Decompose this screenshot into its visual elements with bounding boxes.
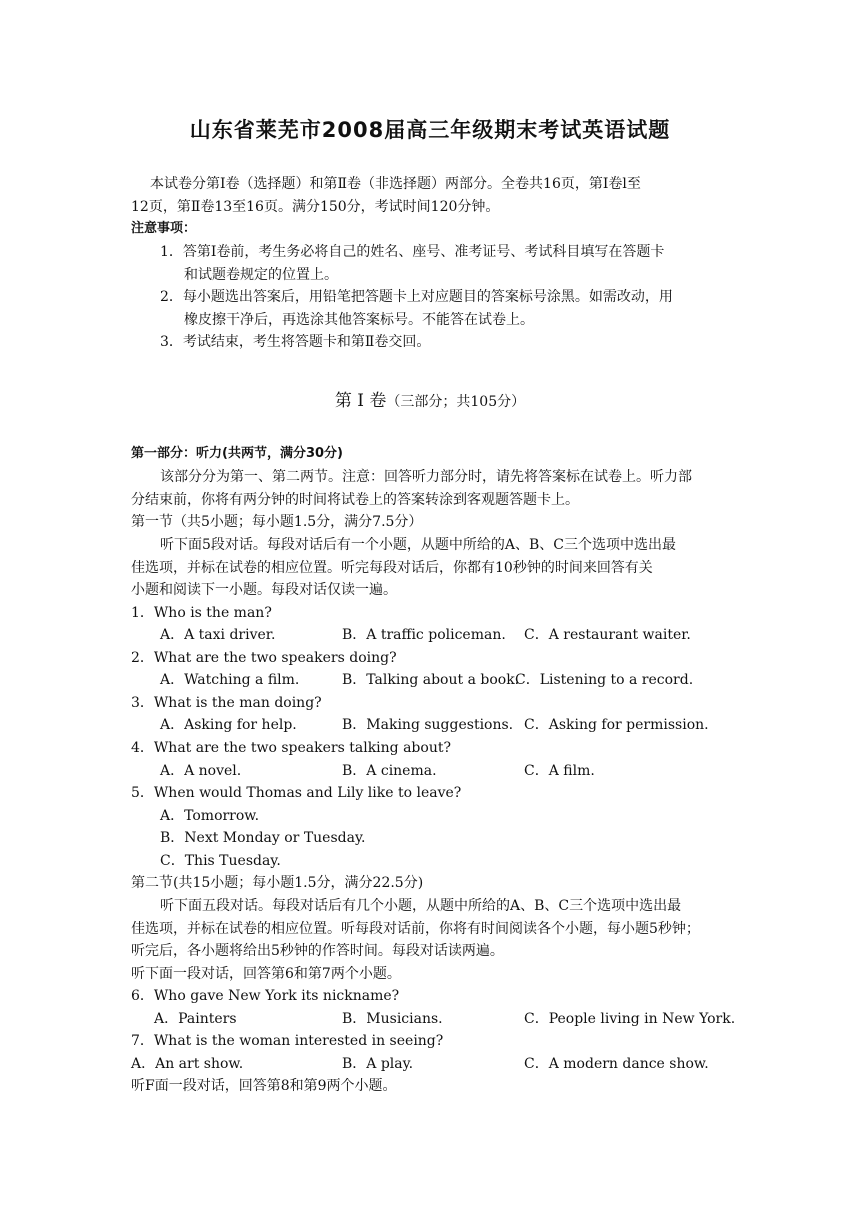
option-c: C．A film. bbox=[524, 763, 595, 779]
option-b: B．Musicians. bbox=[342, 1011, 443, 1027]
intro-line-2: 12页，第Ⅱ卷13至16页。满分150分，考试时间120分钟。 bbox=[131, 199, 500, 215]
option-a: A．A novel. bbox=[160, 763, 242, 779]
section1-desc-line-1: 听下面5段对话。每段对话后有一个小题，从题中所给的A、B、C三个选项中选出最 bbox=[160, 537, 677, 553]
note-1-line-1: 1．答第Ⅰ卷前，考生务必将自己的姓名、座号、准考证号、考试科目填写在答题卡 bbox=[160, 244, 665, 260]
section2-desc-line-3: 听完后，各小题将给出5秒钟的作答时间。每段对话读两遍。 bbox=[131, 943, 504, 959]
question-7-options bbox=[0, 1055, 860, 1073]
question-4-options bbox=[0, 762, 860, 780]
note-2-line-1: 2．每小题选出答案后，用铅笔把答题卡上对应题目的答案标号涂黑。如需改动，用 bbox=[160, 289, 673, 305]
part1-heading: 第一部分：听力(共两节，满分30分) bbox=[131, 446, 343, 461]
section1-desc-line-2: 佳选项，并标在试卷的相应位置。听完每段对话后，你都有10秒钟的时间来回答有关 bbox=[131, 560, 653, 576]
note-3: 3．考试结束，考生将答题卡和第Ⅱ卷交回。 bbox=[160, 334, 431, 350]
note-2-line-2: 橡皮擦干净后，再选涂其他答案标号。不能答在试卷上。 bbox=[184, 312, 534, 328]
part1-desc-line-1: 该部分分为第一、第二两节。注意：回答听力部分时，请先将答案标在试卷上。听力部 bbox=[160, 469, 692, 485]
option-c: C．Asking for permission. bbox=[524, 717, 709, 733]
question-5: 5．When would Thomas and Lily like to leave? bbox=[131, 785, 462, 801]
question-6: 6．Who gave New York its nickname? bbox=[131, 988, 400, 1004]
question-2-options bbox=[0, 671, 860, 689]
question-2: 2．What are the two speakers doing? bbox=[131, 650, 397, 666]
option-c: C．Listening to a record. bbox=[515, 672, 694, 688]
option-c: C．A restaurant waiter. bbox=[524, 627, 691, 643]
section1-heading: 第一节（共5小题；每小题1.5分，满分7.5分） bbox=[131, 514, 423, 530]
dialogue-intro-8-9: 听F面一段对话，回答第8和第9两个小题。 bbox=[131, 1078, 397, 1094]
question-3: 3．What is the man doing? bbox=[131, 695, 322, 711]
question-1-options bbox=[0, 626, 860, 644]
volume-subtitle: （三部分；共105分） bbox=[386, 394, 526, 410]
volume-heading bbox=[0, 386, 860, 411]
question-7: 7．What is the woman interested in seeing? bbox=[131, 1033, 444, 1049]
option-a: A．Asking for help. bbox=[160, 717, 297, 733]
option-c: C．People living in New York. bbox=[524, 1011, 736, 1027]
option-a: A．An art show. bbox=[131, 1056, 244, 1072]
page-title: 山东省莱芜市2008届高三年级期末考试英语试题 bbox=[189, 118, 671, 142]
question-6-options bbox=[0, 1010, 860, 1028]
part1-desc-line-2: 分结束前，你将有两分钟的时间将试卷上的答案转涂到客观题答题卡上。 bbox=[131, 492, 579, 508]
question-1: 1．Who is the man? bbox=[131, 605, 272, 621]
question-5-option-a: A．Tomorrow. bbox=[160, 808, 260, 824]
question-5-option-b: B．Next Monday or Tuesday. bbox=[160, 830, 366, 846]
option-a: A．Watching a film. bbox=[160, 672, 300, 688]
option-b: B．Making suggestions. bbox=[342, 717, 514, 733]
note-1-line-2: 和试题卷规定的位置上。 bbox=[184, 267, 338, 283]
section1-desc-line-3: 小题和阅读下一小题。每段对话仅读一遍。 bbox=[131, 582, 397, 598]
intro-line-1: 本试卷分第Ⅰ卷（选择题）和第Ⅱ卷（非选择题）两部分。全卷共16页，第Ⅰ卷l至 bbox=[150, 176, 641, 192]
notes-heading: 注意事项： bbox=[131, 221, 197, 236]
option-b: B．A play. bbox=[342, 1056, 414, 1072]
section2-heading: 第二节(共15小题；每小题1.5分，满分22.5分) bbox=[131, 875, 424, 891]
volume-label: 第 Ⅰ 卷 bbox=[334, 391, 387, 411]
option-a: A．Painters bbox=[154, 1011, 237, 1027]
section2-desc-line-1: 听下面五段对话。每段对话后有几个小题，从题中所给的A、B、C三个选项中选出最 bbox=[160, 898, 682, 914]
dialogue-intro-6-7: 听下面一段对话，回答第6和第7两个小题。 bbox=[131, 966, 401, 982]
option-a: A．A taxi driver. bbox=[160, 627, 276, 643]
question-3-options bbox=[0, 716, 860, 734]
option-b: B．A cinema. bbox=[342, 763, 437, 779]
option-b: B．A traffic policeman. bbox=[342, 627, 506, 643]
question-5-option-c: C．This Tuesday. bbox=[160, 853, 281, 869]
option-b: B．Talking about a book. bbox=[342, 672, 520, 688]
option-c: C．A modern dance show. bbox=[524, 1056, 709, 1072]
question-4: 4．What are the two speakers talking about? bbox=[131, 740, 451, 756]
section2-desc-line-2: 佳选项，并标在试卷的相应位置。听每段对话前，你将有时间阅读各个小题，每小题5秒钟； bbox=[131, 921, 700, 937]
